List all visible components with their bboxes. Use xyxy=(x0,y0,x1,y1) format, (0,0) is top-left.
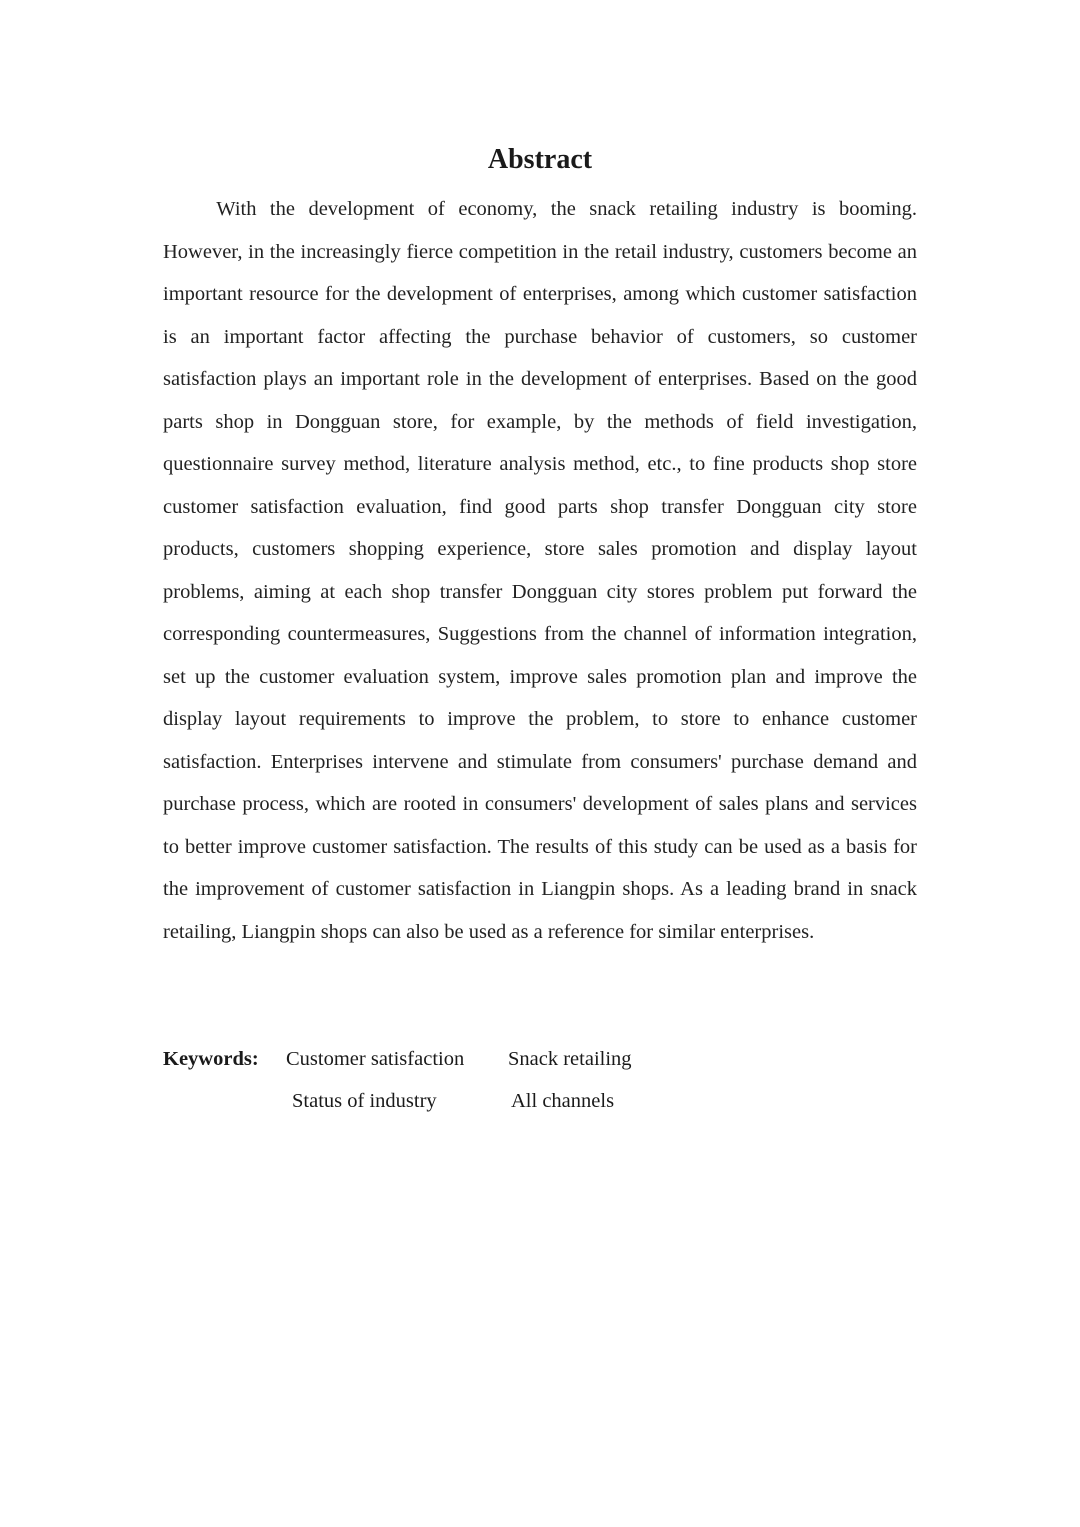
keyword-item: Customer satisfaction xyxy=(286,1048,465,1070)
keyword-item: Status of industry xyxy=(292,1090,437,1112)
keywords-label: Keywords: xyxy=(163,1048,259,1070)
abstract-title: Abstract xyxy=(487,144,593,175)
keyword-item: All channels xyxy=(511,1090,615,1112)
abstract-paragraph: With the development of economy, the snack retailing industry is booming. However, in the increasingly fierce competition in the retail industry, customers become an important resource for the development of enterprises, among which customer satisfaction is an important factor affecting the purchase behavior of customers, so customer satisfaction plays an important role in the development of enterprises. Based on the good parts shop in Dongguan store, for example, by the methods of field investigation, questionnaire survey method, literature analysis method, etc., to fine products shop store customer satisfaction evaluation, find good parts shop transfer Dongguan city store products, customers shopping experience, store sales promotion and display layout problems, aiming at each shop transfer Dongguan city stores problem put forward the corresponding countermeasures, Suggestions from the channel of information integration, set up the customer evaluation system, improve sales promotion plan and improve the display layout requirements to improve the problem, to store to enhance customer satisfaction. Enterprises intervene and stimulate from consumers' purchase demand and purchase process, which are rooted in consumers' development of sales plans and services to better improve customer satisfaction. The results of this study can be used as a basis for the improvement of customer satisfaction in Liangpin shops. As a leading brand in snack retailing, Liangpin shops can also be used as a reference for similar enterprises. xyxy=(163,198,917,943)
keyword-item: Snack retailing xyxy=(508,1048,632,1070)
